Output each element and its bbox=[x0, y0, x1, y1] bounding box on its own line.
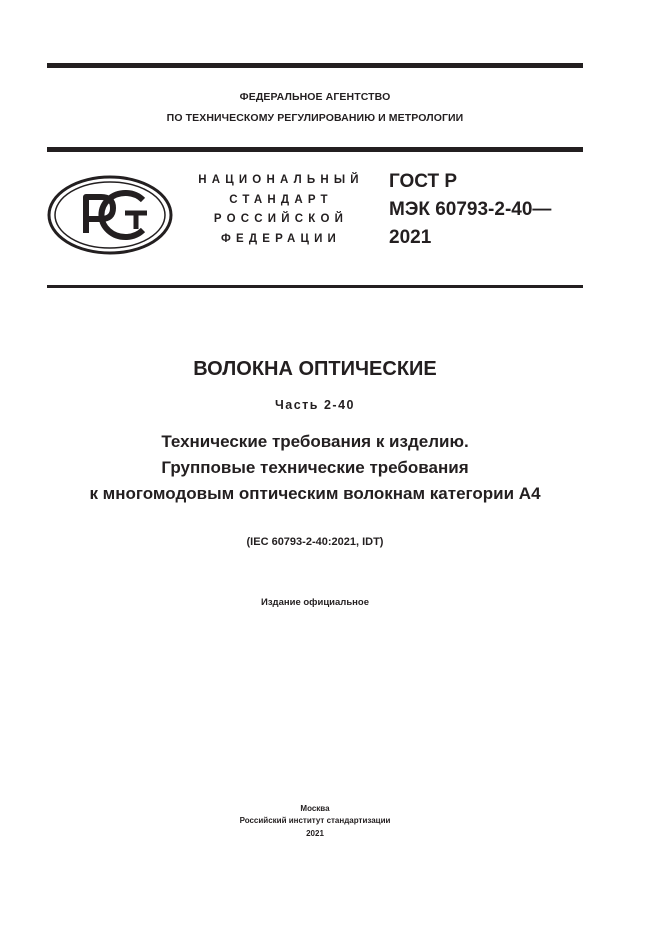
agency-name-line2: ПО ТЕХНИЧЕСКОМУ РЕГУЛИРОВАНИЮ И МЕТРОЛОГИИ bbox=[166, 112, 464, 124]
standard-label-line1: НАЦИОНАЛЬНЫЙ bbox=[198, 174, 364, 186]
rst-certification-logo-icon bbox=[47, 175, 173, 255]
designation-line3: 2021 bbox=[389, 227, 432, 248]
designation-line2: МЭК 60793-2-40— bbox=[389, 199, 552, 220]
iec-reference: (IEC 60793-2-40:2021, IDT) bbox=[246, 536, 384, 548]
footer-publisher: Российский институт стандартизации bbox=[239, 816, 391, 825]
standard-label-line2: СТАНДАРТ bbox=[229, 194, 333, 206]
subtitle-line1: Технические требования к изделию. bbox=[161, 432, 469, 451]
standard-label-line4: ФЕДЕРАЦИИ bbox=[220, 233, 342, 245]
top-rule bbox=[47, 63, 583, 68]
designation-rule bbox=[47, 285, 583, 288]
designation-line1: ГОСТ Р bbox=[389, 171, 458, 192]
footer-year: 2021 bbox=[306, 829, 324, 838]
document-part: Часть 2-40 bbox=[275, 398, 355, 412]
subtitle-line2: Групповые технические требования bbox=[161, 458, 469, 477]
header-rule bbox=[47, 147, 583, 152]
agency-name-line1: ФЕДЕРАЛЬНОЕ АГЕНТСТВО bbox=[239, 91, 391, 103]
footer-city: Москва bbox=[300, 804, 330, 813]
subtitle-line3: к многомодовым оптическим волокнам категории А4 bbox=[89, 484, 541, 503]
edition-note: Издание официальное bbox=[261, 597, 369, 608]
document-title: ВОЛОКНА ОПТИЧЕСКИЕ bbox=[193, 358, 437, 380]
standard-label-line3: РОССИЙСКОЙ bbox=[213, 213, 349, 225]
